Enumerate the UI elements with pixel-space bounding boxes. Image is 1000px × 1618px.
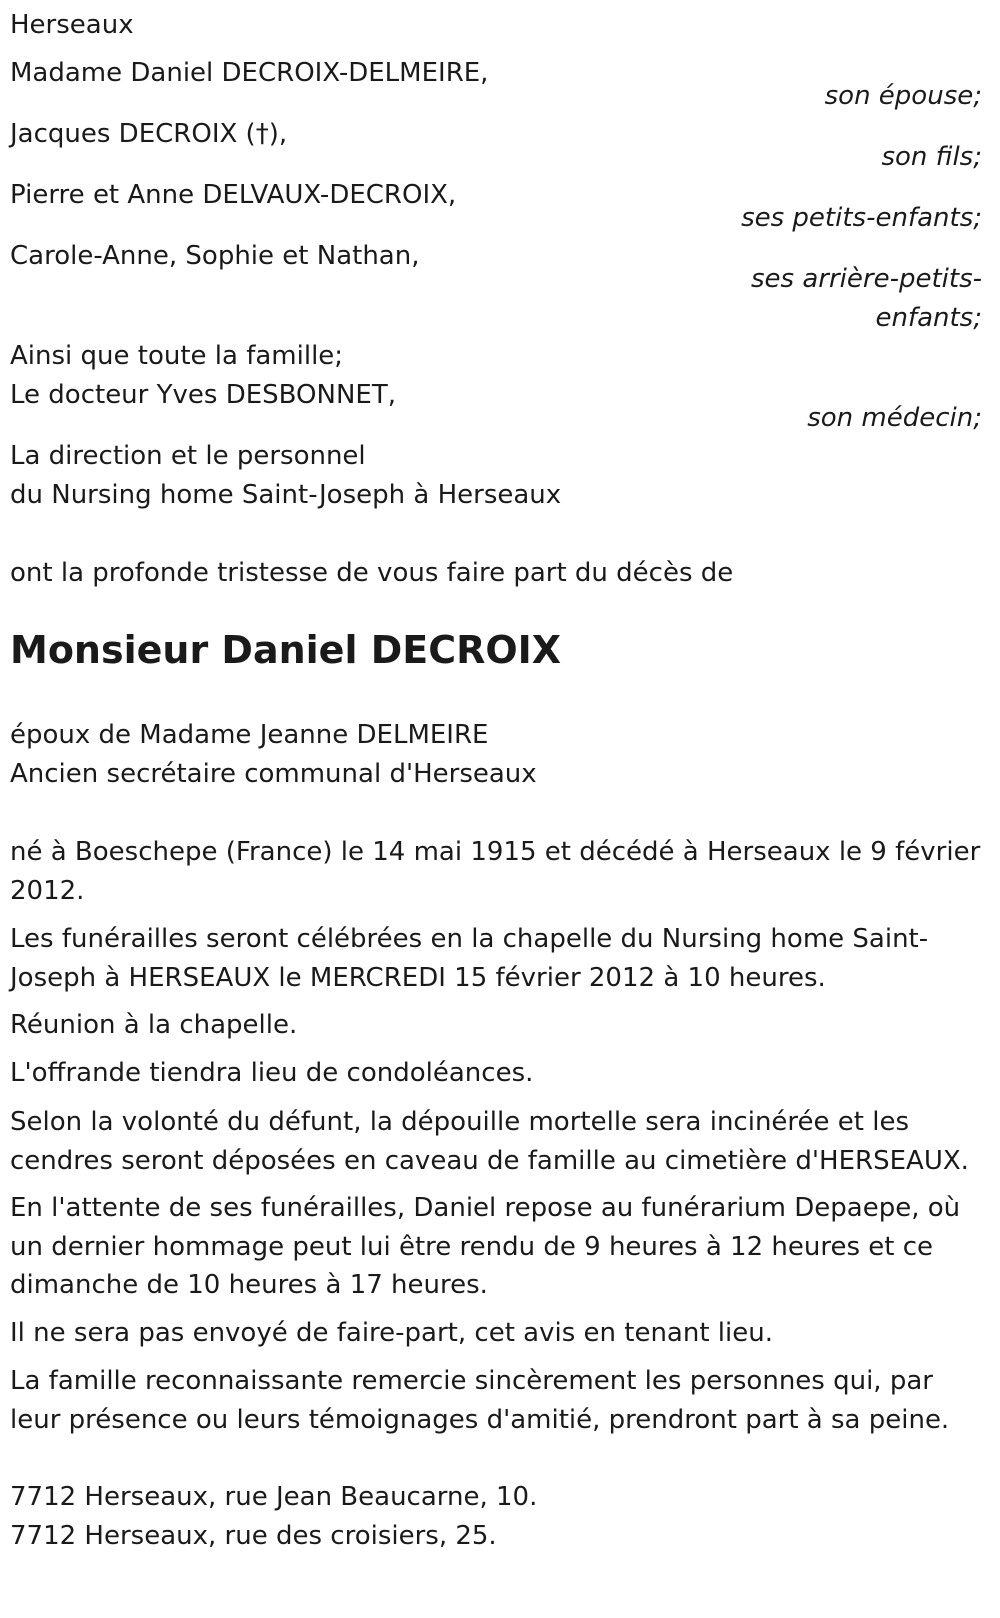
no-card-text: Il ne sera pas envoyé de faire-part, cet avis en tenant lieu. [10, 1318, 773, 1348]
deceased-role: Ancien secrétaire communal d'Herseaux [10, 759, 537, 789]
cremation-text: Selon la volonté du défunt, la dépouille mortelle sera incinérée et les [10, 1107, 910, 1137]
family-member-name: Carole-Anne, Sophie et Nathan, [10, 241, 420, 271]
family-member-relation: ses petits-enfants; [741, 203, 982, 233]
announcement-text: ont la profonde tristesse de vous faire part du décès de [10, 558, 734, 588]
family-line: Ainsi que toute la famille; [10, 341, 344, 371]
family-member-relation: son fils; [881, 142, 982, 172]
rest-text: En l'attente de ses funérailles, Daniel repose au funérarium Depaepe, où [10, 1193, 961, 1223]
location-header: Herseaux [10, 10, 134, 40]
offering-text: L'offrande tiendra lieu de condoléances. [10, 1058, 534, 1088]
birth-death-text: 2012. [10, 876, 85, 906]
direction-line: du Nursing home Saint-Joseph à Herseaux [10, 480, 562, 510]
funeral-text: Joseph à HERSEAUX le MERCREDI 15 février 2012 à 10 heures. [10, 963, 826, 993]
family-member-relation: ses arrière-petits- [751, 264, 982, 294]
cremation-text: cendres seront déposées en caveau de famille au cimetière d'HERSEAUX. [10, 1146, 969, 1176]
meeting-text: Réunion à la chapelle. [10, 1010, 298, 1040]
family-member-relation: enfants; [875, 303, 982, 333]
direction-line: La direction et le personnel [10, 441, 366, 471]
family-member-relation: son épouse; [824, 81, 982, 111]
funeral-text: Les funérailles seront célébrées en la chapelle du Nursing home Saint- [10, 924, 929, 954]
family-member-name: Pierre et Anne DELVAUX-DECROIX, [10, 180, 457, 210]
family-member-name: Jacques DECROIX (†), [10, 119, 288, 149]
address-line: 7712 Herseaux, rue des croisiers, 25. [10, 1521, 497, 1551]
doctor-relation: son médecin; [807, 403, 982, 433]
rest-text: un dernier hommage peut lui être rendu de 9 heures à 12 heures et ce [10, 1232, 933, 1262]
doctor-name: Le docteur Yves DESBONNET, [10, 380, 396, 410]
family-member-name: Madame Daniel DECROIX-DELMEIRE, [10, 58, 489, 88]
thanks-text: leur présence ou leurs témoignages d'amitié, prendront part à sa peine. [10, 1405, 950, 1435]
rest-text: dimanche de 10 heures à 17 heures. [10, 1270, 488, 1300]
deceased-name: Monsieur Daniel DECROIX [10, 628, 562, 672]
thanks-text: La famille reconnaissante remercie sincèrement les personnes qui, par [10, 1366, 933, 1396]
deceased-spouse: époux de Madame Jeanne DELMEIRE [10, 720, 489, 750]
address-line: 7712 Herseaux, rue Jean Beaucarne, 10. [10, 1482, 538, 1512]
birth-death-text: né à Boeschepe (France) le 14 mai 1915 et décédé à Herseaux le 9 février [10, 837, 981, 867]
